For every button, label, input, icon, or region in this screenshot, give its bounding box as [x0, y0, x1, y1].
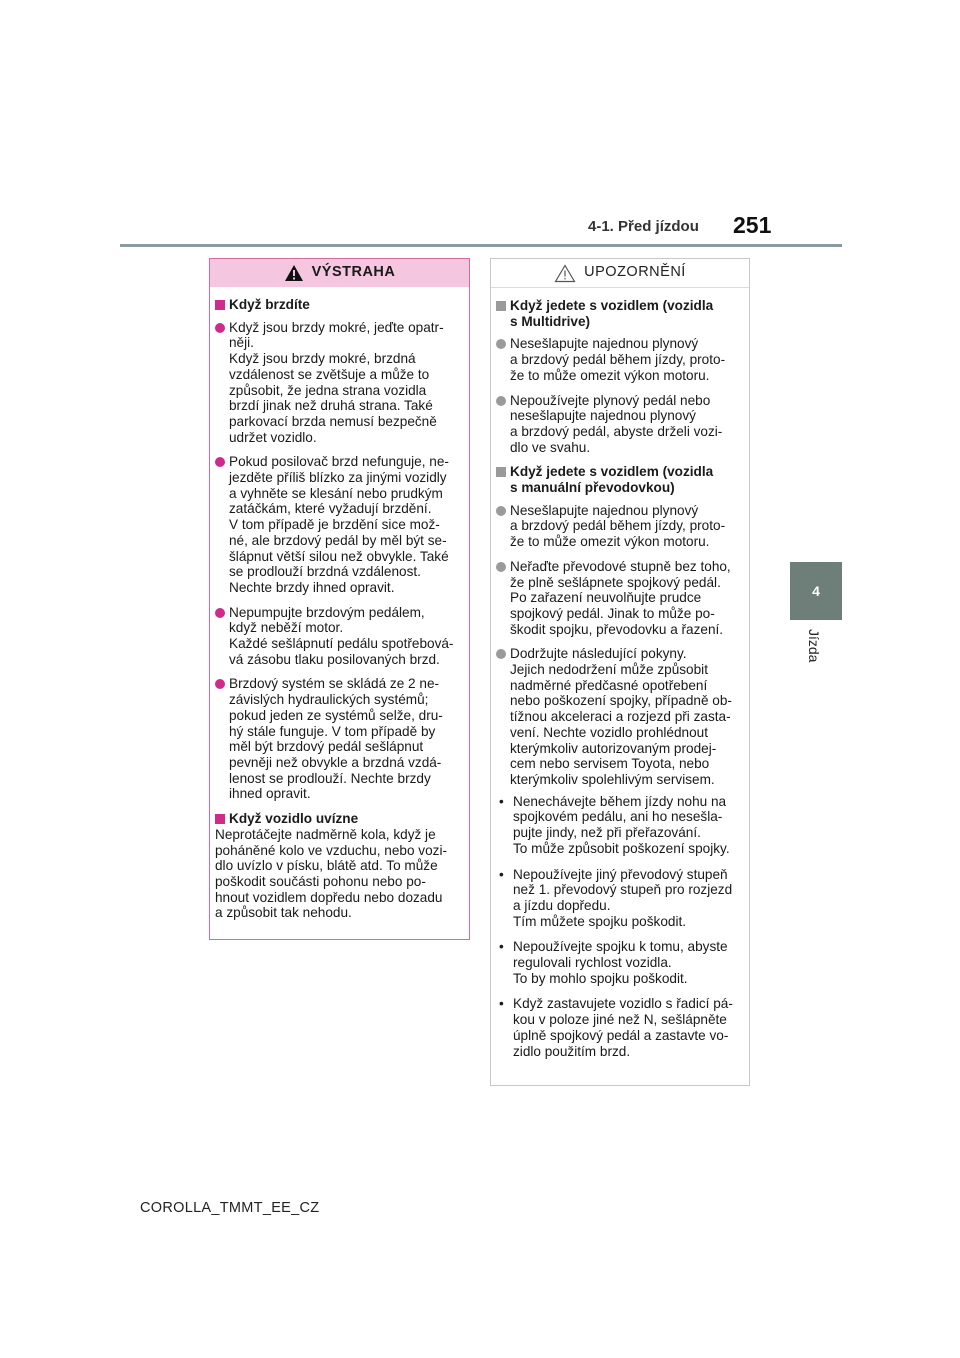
list-item: Brzdový systém se skládá ze 2 ne- závislých hydraulických systémů; pokud jeden ze systémů selže, dru- hý stále funguje. V tom případě by měl být brzdový pedál sešlápnut pevněji než obvykle a brzdná vzdá- lenost se prodlouží. Nechte brzdy ihned opravit.	[215, 676, 465, 802]
caution-box	[490, 258, 750, 1086]
section-title: Když jedete s vozidlem (vozidla s Multidrive)	[510, 298, 714, 329]
caution-triangle-icon	[554, 264, 576, 283]
caution-section-multidrive	[496, 298, 745, 455]
caution-section-manual	[496, 464, 745, 1059]
dot-bullet-icon: •	[499, 996, 504, 1012]
chapter-tab[interactable]: 4	[790, 562, 842, 620]
dot-bullet-icon: •	[499, 939, 504, 955]
warning-section-stuck	[215, 811, 465, 921]
list-item: Nesešlapujte najednou plynový a brzdový pedál během jízdy, proto- že to může omezit výkon motoru.	[496, 503, 745, 550]
circle-bullet-icon	[496, 506, 506, 516]
square-bullet-icon	[215, 814, 225, 824]
warning-header	[210, 259, 469, 287]
page-number: 251	[733, 212, 772, 238]
sub-list-item: • Nepoužívejte spojku k tomu, abyste regulovali rychlost vozidla. To by mohlo spojku poškodit.	[499, 939, 728, 986]
list-item: Nepoužívejte plynový pedál nebo nesešlapujte najednou plynový a brzdový pedál, abyste drželi vozi- dlo ve svahu.	[496, 393, 745, 456]
list-item: Dodržujte následující pokyny. Jejich nedodržení může způsobit nadměrné předčasné opotřebení nebo poškození spojky, případně ob- tížnou akceleraci a rozjezd při zasta- vení. Nechte vozidlo prohlédnout kterýmkoliv autorizovaným prodej- cem nebo servisem Toyota, nebo kterýmkoliv spolehlivým servisem.	[496, 646, 745, 787]
list-item: Když jsou brzdy mokré, jeďte opatr- něji. Když jsou brzdy mokré, brzdná vzdálenost se zvětšuje a může to způsobit, že jedna strana vozidla brzdí jinak než druhá strana. Také parkovací brzda nemusí bezpečně udržet vozidlo.	[215, 320, 465, 446]
document-code: COROLLA_TMMT_EE_CZ	[140, 1200, 320, 1216]
caution-header	[491, 259, 749, 288]
section-text: Neprotáčejte nadměrně kola, když je poháněné kolo ve vzduchu, nebo vozi- dlo uvízlo v písku, blátě atd. To může poškodit součásti pohonu nebo po- hnout vozidlem dopředu nebo dozadu a způsobit tak nehodu.	[215, 826, 448, 921]
chapter-label: Jízda	[806, 629, 822, 663]
warning-triangle-icon	[284, 264, 304, 282]
sub-list-item: • Nepoužívejte jiný převodový stupeň než 1. převodový stupeň pro rozjezd a jízdu dopředu. Tím můžete spojku poškodit.	[499, 866, 733, 929]
sub-list-item: • Nenechávejte během jízdy nohu na spojkovém pedálu, ani ho nesešla- pujte jindy, než při přeřazování. To může způsobit poškození spojky.	[499, 793, 730, 856]
list-item: Neřaďte převodové stupně bez toho, že plně sešlápnete spojkový pedál. Po zařazení neuvolňujte prudce spojkový pedál. Jinak to může po- škodit spojku, převodovku a řazení.	[496, 559, 745, 638]
circle-bullet-icon	[496, 339, 506, 349]
circle-bullet-icon	[215, 608, 225, 618]
circle-bullet-icon	[496, 649, 506, 659]
section-title: 4-1. Před jízdou	[588, 218, 699, 235]
square-bullet-icon	[496, 301, 506, 311]
warning-section-braking	[215, 297, 465, 802]
dot-bullet-icon: •	[499, 793, 504, 809]
circle-bullet-icon	[496, 562, 506, 572]
section-title: Když brzdíte	[229, 297, 310, 312]
circle-bullet-icon	[215, 679, 225, 689]
square-bullet-icon	[215, 300, 225, 310]
circle-bullet-icon	[215, 457, 225, 467]
list-item: Nesešlapujte najednou plynový a brzdový pedál během jízdy, proto- že to může omezit výkon motoru.	[496, 336, 745, 383]
circle-bullet-icon	[215, 323, 225, 333]
header-divider	[120, 244, 842, 247]
dot-bullet-icon: •	[499, 866, 504, 882]
list-item: Nepumpujte brzdovým pedálem, když neběží motor. Každé sešlápnutí pedálu spotřebová- vá zásobu tlaku posilovaných brzd.	[215, 605, 465, 668]
warning-box	[209, 258, 470, 940]
warning-title: VÝSTRAHA	[311, 264, 396, 281]
list-item: Pokud posilovač brzd nefunguje, ne- jezděte příliš blízko za jinými vozidly a vyhněte se klesání nebo prudkým zatáčkám, které vyžadují brzdění. V tom případě je brzdění sice mož- né, ale brzdový pedál by měl být se- šlápnut větší silou než obvykle. Také se prodlouží brzdná vzdálenost. Nechte brzdy ihned opravit.	[215, 454, 465, 595]
section-title: Když vozidlo uvízne	[229, 811, 359, 827]
section-title: Když jedete s vozidlem (vozidla s manuální převodovkou)	[510, 464, 714, 496]
circle-bullet-icon	[496, 396, 506, 406]
caution-title: UPOZORNĚNÍ	[584, 264, 686, 281]
sub-list-item: • Když zastavujete vozidlo s řadicí pá- kou v poloze jiné než N, sešlápněte úplně spojkový pedál a zastavte vo- zidlo použitím brzd.	[499, 996, 733, 1059]
square-bullet-icon	[496, 467, 506, 477]
